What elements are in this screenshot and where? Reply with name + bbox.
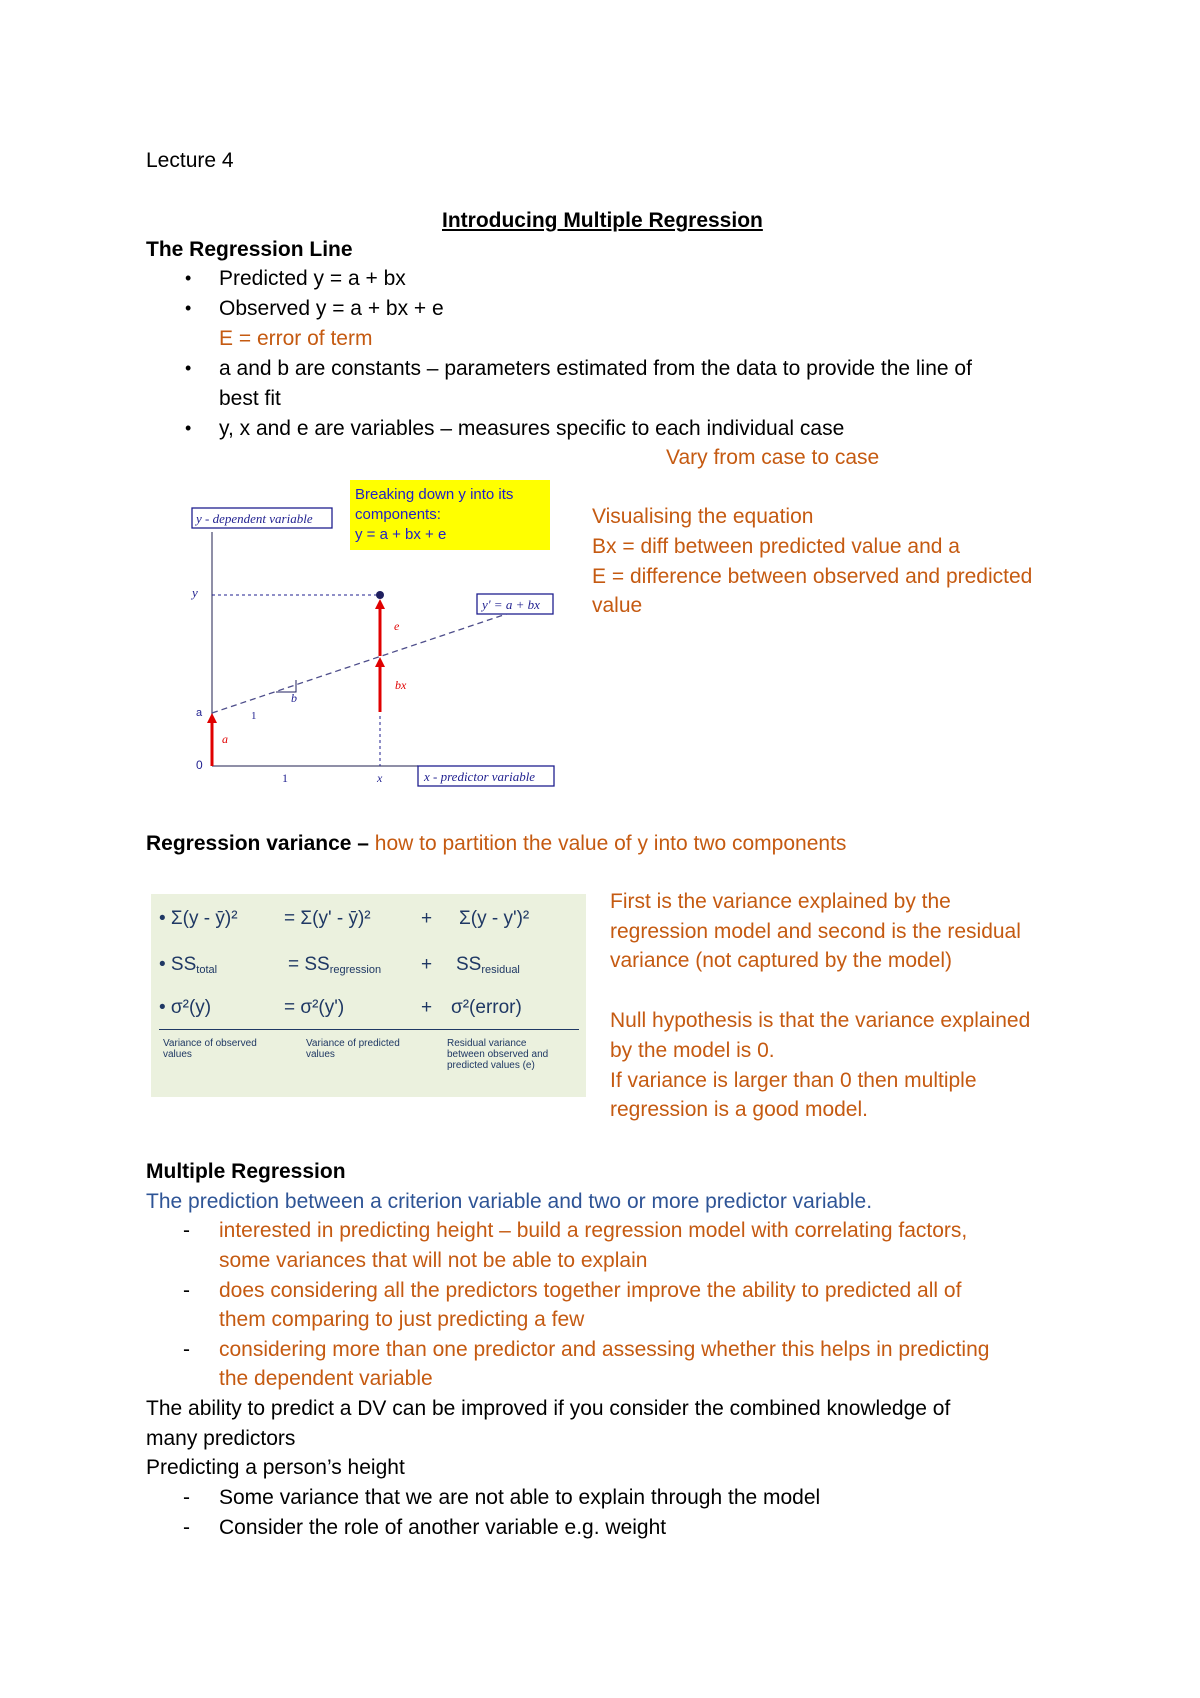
x-one-label: 1	[282, 771, 288, 785]
origin-label: 0	[196, 758, 203, 772]
arrow-bx-head	[375, 657, 385, 667]
visualising-heading: Visualising the equation	[592, 505, 814, 528]
variance-note: First is the variance explained by the	[610, 890, 951, 913]
variance-note: If variance is larger than 0 then multiple	[610, 1069, 977, 1092]
diagram-equation: y = a + bx + e	[355, 526, 447, 543]
sigma-total: • σ²(y)	[159, 997, 212, 1018]
variance-equations-panel	[151, 894, 586, 1097]
dash-icon: -	[183, 1279, 190, 1302]
dash-icon: -	[183, 1338, 190, 1361]
variance-note: Null hypothesis is that the variance explained	[610, 1009, 1031, 1032]
eq-total: • Σ(y - ȳ)²	[159, 908, 238, 929]
section-heading-regression-line: The Regression Line	[146, 238, 353, 261]
lecture-label: Lecture 4	[146, 149, 234, 172]
variance-note: variance (not captured by the model)	[610, 949, 953, 972]
y-value-label: y	[192, 585, 198, 600]
list-item: a and b are constants – parameters estimated from the data to provide the line of	[219, 357, 972, 380]
visualising-line: E = difference between observed and predicted	[592, 565, 1033, 588]
list-item-continued: them comparing to just predicting a few	[219, 1308, 585, 1331]
x-value-label: x	[377, 771, 383, 785]
bullet-icon: •	[185, 358, 192, 378]
note-predicted: Variance of predicted values	[306, 1038, 400, 1060]
a-red-label: a	[222, 732, 228, 746]
variance-note: regression model and second is the residual	[610, 920, 1021, 943]
sigma-error: σ²(error)	[451, 997, 522, 1018]
dash-icon: -	[183, 1486, 190, 1509]
list-item: Consider the role of another variable e.g. weight	[219, 1516, 667, 1539]
variance-note: regression is a good model.	[610, 1098, 868, 1121]
variance-heading-description: how to partition the value of y into two components	[374, 832, 847, 855]
sigma-plus: +	[421, 997, 433, 1018]
list-item-continued: best fit	[219, 387, 281, 410]
arrow-e-head	[375, 599, 385, 609]
note-residual: Residual variance between observed and predicted values (e)	[447, 1038, 549, 1071]
eq-residual: Σ(y - y')²	[459, 908, 530, 929]
bullet-icon: •	[185, 418, 192, 438]
bullet-icon: •	[185, 298, 192, 318]
eq-regression: = Σ(y' - ȳ)²	[284, 908, 371, 929]
slope-unit-label: 1	[251, 710, 257, 722]
observed-point	[376, 591, 384, 599]
divider	[159, 1029, 579, 1030]
paragraph-continued: many predictors	[146, 1427, 296, 1450]
list-item: interested in predicting height – build a regression model with correlating factors,	[219, 1219, 968, 1242]
list-item-note: Vary from case to case	[666, 446, 880, 469]
ss-regression: = $SS_{regression}$	[288, 954, 382, 976]
list-item: Some variance that we are not able to explain through the model	[219, 1486, 821, 1509]
diagram-title: Breaking down y into its	[355, 486, 514, 503]
arrow-a-head	[207, 713, 217, 723]
y-axis-label: y - dependent variable	[196, 511, 313, 526]
sigma-regression: = σ²(y')	[284, 997, 345, 1018]
variance-heading-line	[146, 830, 846, 857]
list-item: Observed y = a + bx + e	[219, 297, 444, 320]
multiple-regression-definition: The prediction between a criterion variable and two or more predictor variable.	[146, 1190, 873, 1213]
variance-note: by the model is 0.	[610, 1039, 775, 1062]
ss-plus: +	[421, 954, 433, 975]
ss-residual: $SS_{residual}$	[456, 954, 520, 976]
section-heading-multiple-regression: Multiple Regression	[146, 1160, 346, 1183]
eq-plus: +	[421, 908, 433, 929]
visualising-line: Bx = diff between predicted value and a	[592, 535, 960, 558]
variance-heading: Regression variance –	[146, 832, 369, 855]
dash-icon: -	[183, 1219, 190, 1242]
error-e-label: e	[394, 619, 400, 633]
line-label: y' = a + bx	[482, 597, 540, 612]
list-item-note: E = error of term	[219, 327, 373, 350]
intercept-label: a	[196, 707, 203, 719]
list-item-continued: some variances that will not be able to explain	[219, 1249, 648, 1272]
page-title: Introducing Multiple Regression	[442, 209, 763, 232]
list-item: considering more than one predictor and assessing whether this helps in predicting	[219, 1338, 990, 1361]
list-item-continued: the dependent variable	[219, 1367, 433, 1390]
dash-icon: -	[183, 1516, 190, 1539]
bullet-icon: •	[185, 268, 192, 288]
x-axis-label: x - predictor variable	[424, 769, 536, 784]
paragraph: Predicting a person’s height	[146, 1456, 405, 1479]
bx-label: bx	[395, 678, 407, 692]
regression-diagram	[180, 476, 580, 794]
paragraph: The ability to predict a DV can be improved if you consider the combined knowledge of	[146, 1397, 951, 1420]
list-item: Predicted y = a + bx	[219, 267, 406, 290]
diagram-title: components:	[355, 506, 441, 523]
slope-b-label: b	[291, 691, 297, 705]
list-item: does considering all the predictors together improve the ability to predicted all of	[219, 1279, 962, 1302]
ss-total: • $SS_{total}$	[159, 954, 218, 976]
visualising-line: value	[592, 594, 643, 617]
note-observed: Variance of observed values	[163, 1038, 257, 1060]
list-item: y, x and e are variables – measures specific to each individual case	[219, 417, 845, 440]
